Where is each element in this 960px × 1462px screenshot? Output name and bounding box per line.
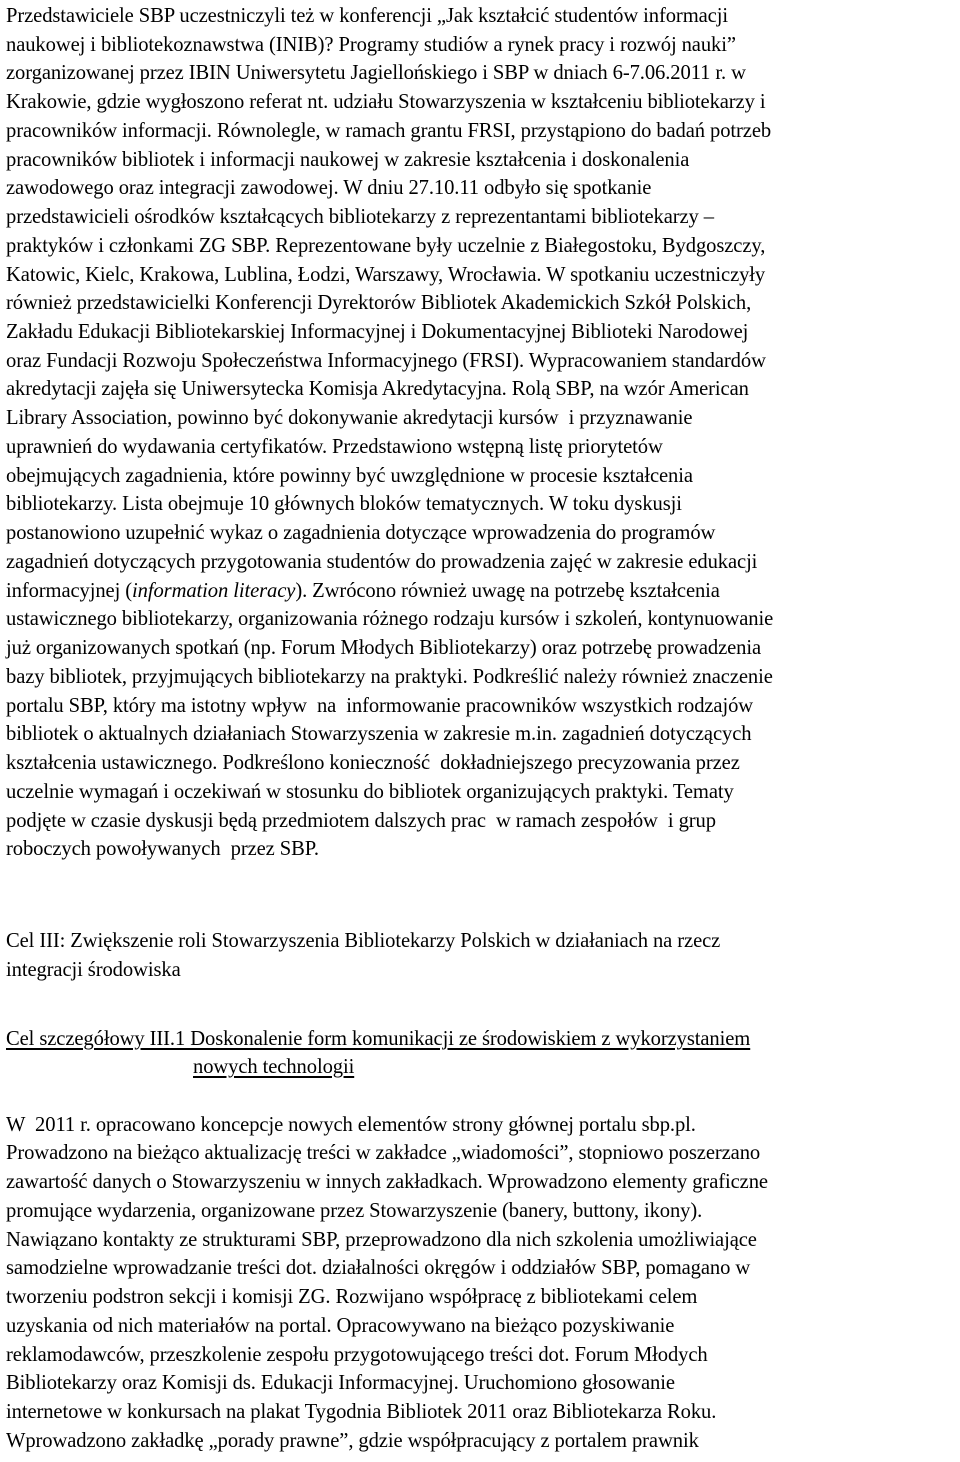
italic-term: information literacy — [132, 580, 296, 602]
text-line: przedstawicieli ośrodków kształcących bibliotekarzy z reprezentantami bibliotekarzy – — [6, 206, 714, 228]
text-line: uprawnień do wydawania certyfikatów. Przedstawiono wstępną listę priorytetów — [6, 436, 663, 458]
text-line: Prowadzono na bieżąco aktualizację treści w zakładce „wiadomości”, stopniowo poszerzano — [6, 1142, 761, 1164]
heading-line: nowych technologii — [193, 1056, 355, 1078]
text-line — [6, 576, 720, 606]
text-run: informacyjnej ( — [6, 580, 133, 602]
text-line: uczelnie wymagań i oczekiwań w stosunku do bibliotek organizujących praktyki. Tematy — [6, 781, 734, 803]
text-line: Library Association, powinno być dokonywanie akredytacji kursów i przyznawanie — [6, 407, 693, 429]
text-line: roboczych powoływanych przez SBP. — [6, 838, 319, 860]
text-line: Wprowadzono zakładkę „porady prawne”, gdzie współpracujący z portalem prawnik — [6, 1430, 699, 1452]
text-line: W 2011 r. opracowano koncepcje nowych elementów strony głównej portalu sbp.pl. — [6, 1114, 696, 1136]
text-line: promujące wydarzenia, organizowane przez Stowarzyszenie (banery, buttony, ikony). — [6, 1200, 703, 1222]
text-line: naukowej i bibliotekoznawstwa (INIB)? Programy studiów a rynek pracy i rozwój nauki” — [6, 34, 736, 56]
text-line: ustawicznego bibliotekarzy, organizowania różnego rodzaju kursów i szkoleń, kontynuowanie — [6, 608, 774, 630]
text-line: oraz Fundacji Rozwoju Społeczeństwa Informacyjnego (FRSI). Wypracowaniem standardów — [6, 350, 766, 372]
text-line: Katowic, Kielc, Krakowa, Lublina, Łodzi, Warszawy, Wrocławia. W spotkaniu uczestniczyły — [6, 264, 766, 286]
text-line: Zakładu Edukacji Bibliotekarskiej Informacyjnej i Dokumentacyjnej Biblioteki Narodowej — [6, 321, 749, 343]
text-line: Bibliotekarzy oraz Komisji ds. Edukacji Informacyjnej. Uruchomiono głosowanie — [6, 1372, 675, 1394]
text-line: uzyskania od nich materiałów na portal. Opracowywano na bieżąco pozyskiwanie — [6, 1315, 675, 1337]
text-line: zorganizowanej przez IBIN Uniwersytetu Jagiellońskiego i SBP w dniach 6-7.06.2011 r. w — [6, 62, 746, 84]
heading-line: integracji środowiska — [6, 959, 181, 981]
text-line: zagadnień dotyczących przygotowania studentów do prowadzenia zajęć w zakresie edukacji — [6, 551, 758, 573]
text-line: portalu SBP, który ma istotny wpływ na informowanie pracowników wszystkich rodzajów — [6, 695, 754, 717]
text-line: już organizowanych spotkań (np. Forum Młodych Bibliotekarzy) oraz potrzebę prowadzenia — [6, 637, 762, 659]
heading-line: Cel III: Zwiększenie roli Stowarzyszenia Bibliotekarzy Polskich w działaniach na rzecz — [6, 930, 721, 952]
text-line: tworzeniu podstron sekcji i komisji ZG. Rozwijano współpracę z bibliotekami celem — [6, 1286, 698, 1308]
text-run: ). Zwrócono również uwagę na potrzebę kształcenia — [295, 580, 720, 602]
text-line: bazy bibliotek, przyjmujących bibliotekarzy na praktyki. Podkreślić należy również znaczenie — [6, 666, 773, 688]
text-line: Przedstawiciele SBP uczestniczyli też w konferencji „Jak kształcić studentów informacji — [6, 5, 728, 27]
text-line: Nawiązano kontakty ze strukturami SBP, przeprowadzono dla nich szkolenia umożliwiające — [6, 1229, 757, 1251]
text-line: zawodowego oraz integracji zawodowej. W dniu 27.10.11 odbyło się spotkanie — [6, 177, 652, 199]
text-line: obejmujących zagadnienia, które powinny być uwzględnione w procesie kształcenia — [6, 465, 693, 487]
text-line: bibliotek o aktualnych działaniach Stowarzyszenia w zakresie m.in. zagadnień dotyczących — [6, 723, 752, 745]
text-line: również przedstawicielki Konferencji Dyrektorów Bibliotek Akademickich Szkół Polskich, — [6, 292, 752, 314]
text-line: kształcenia ustawicznego. Podkreślono konieczność dokładniejszego precyzowania przez — [6, 752, 740, 774]
text-line: praktyków i członkami ZG SBP. Reprezentowane były uczelnie z Białegostoku, Bydgoszczy, — [6, 235, 766, 257]
text-line: Krakowie, gdzie wygłoszono referat nt. udziału Stowarzyszenia w kształceniu bibliotekarzy i — [6, 91, 766, 113]
text-line: pracowników informacji. Równolegle, w ramach grantu FRSI, przystąpiono do badań potrzeb — [6, 120, 772, 142]
text-line: podjęte w czasie dyskusji będą przedmiotem dalszych prac w ramach zespołów i grup — [6, 810, 716, 832]
heading-line: Cel szczegółowy III.1 Doskonalenie form komunikacji ze środowiskiem z wykorzystaniem — [6, 1028, 751, 1050]
text-line: internetowe w konkursach na plakat Tygodnia Bibliotek 2011 oraz Bibliotekarza Roku. — [6, 1401, 717, 1423]
text-line: zawartość danych o Stowarzyszeniu w innych zakładkach. Wprowadzono elementy graficzne — [6, 1171, 768, 1193]
text-line: bibliotekarzy. Lista obejmuje 10 głównych bloków tematycznych. W toku dyskusji — [6, 493, 682, 515]
text-line: samodzielne wprowadzanie treści dot. działalności okręgów i oddziałów SBP, pomagano w — [6, 1257, 751, 1279]
text-line: pracowników bibliotek i informacji naukowej w zakresie kształcenia i doskonalenia — [6, 149, 690, 171]
text-line: akredytacji zajęła się Uniwersytecka Komisja Akredytacyjna. Rolą SBP, na wzór American — [6, 378, 749, 400]
text-line: postanowiono uzupełnić wykaz o zagadnienia dotyczące wprowadzenia do programów — [6, 522, 716, 544]
text-line: reklamodawców, przeszkolenie zespołu przygotowującego treści dot. Forum Młodych — [6, 1344, 708, 1366]
